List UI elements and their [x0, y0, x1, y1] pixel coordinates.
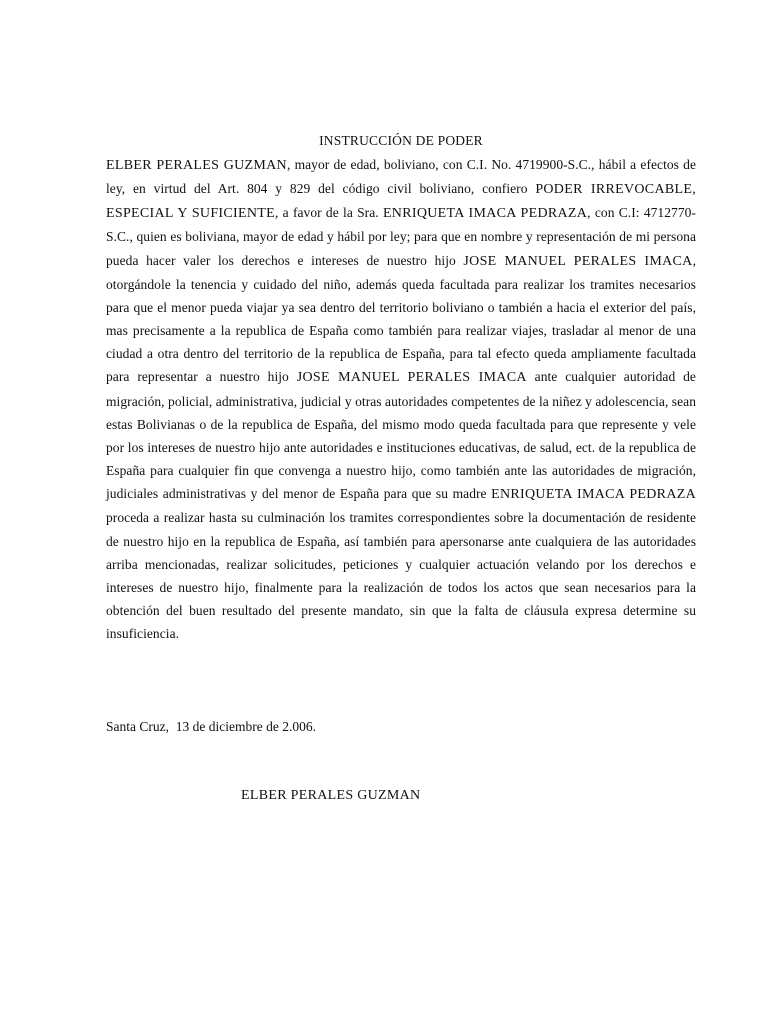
document-title: INSTRUCCIÓN DE PODER — [319, 133, 483, 148]
date-line: Santa Cruz, 13 de diciembre de 2.006. — [106, 719, 316, 734]
power-type: PODER IRREVOCABLE, ESPECIAL Y SUFICIENTE — [106, 182, 696, 222]
body-text-segment: , otorgándole la tenencia y cuidado del niño, además queda facultada para realizar los tramites necesarios para que el menor pueda viajar ya sea dentro del territorio boliviano o también a hacia el exterior del país, mas precisamente a la republica de España como también para realizar viajes, trasladar al menor de una ciudad a otra dentro del territorio de la republica de España, para tal efecto queda ampliamente facultada para representar a nuestro hijo — [106, 252, 696, 385]
grantor-name: ELBER PERALES GUZMAN — [106, 158, 287, 173]
child-name: JOSE MANUEL PERALES IMACA — [463, 253, 693, 269]
signature-name: ELBER PERALES GUZMAN — [241, 788, 421, 803]
agent-name: ENRIQUETA IMACA PEDRAZA — [382, 206, 588, 222]
body-text-segment: , a favor de la Sra. — [274, 205, 383, 221]
child-name: JOSE MANUEL PERALES IMACA — [296, 370, 527, 386]
body-text-segment: , mayor de edad, boliviano, con C.I. No. 4719900-S.C., hábil a efectos de ley, en virtud del Art. 804 y 829 del código civil boliviano, confiero — [106, 157, 696, 197]
body-text-segment: ante cualquier autoridad de migración, policial, administrativa, judicial y otras autoridades competentes de la niñez y adolescencia, sean estas Bolivianas o de la republica de España, del mismo modo queda facultada para que represente y vele por los intereses de nuestro hijo ante autoridades e instituciones educativas, de salud, ect. de la republica de España para cualquier fin que convenga a nuestro hijo, como también ante las autoridades de migración, judiciales administrativas y del menor de España para que su madre — [106, 369, 696, 502]
body-text-segment: proceda a realizar hasta su culminación los tramites correspondientes sobre la documentación de residente de nuestro hijo en la republica de España, así también para apersonarse ante cualquiera de las autoridades arriba mencionadas, realizar solicitudes, peticiones y cualquier actuación velando por los derechos e intereses de nuestro hijo, finalmente para la realización de todos los actos que sean necesarios para la obtención del buen resultado del presente mandato, sin que la falta de cláusula expresa determine su insuficiencia. — [106, 510, 696, 642]
agent-name: ENRIQUETA IMACA PEDRAZA — [491, 487, 696, 503]
body-text-segment: , con C.I: 4712770-S.C., quien es boliviana, mayor de edad y hábil por ley; para que en nombre y representación de mi persona pueda hacer valer los derechos e intereses de nuestro hijo — [106, 205, 696, 268]
document-body — [106, 153, 696, 645]
